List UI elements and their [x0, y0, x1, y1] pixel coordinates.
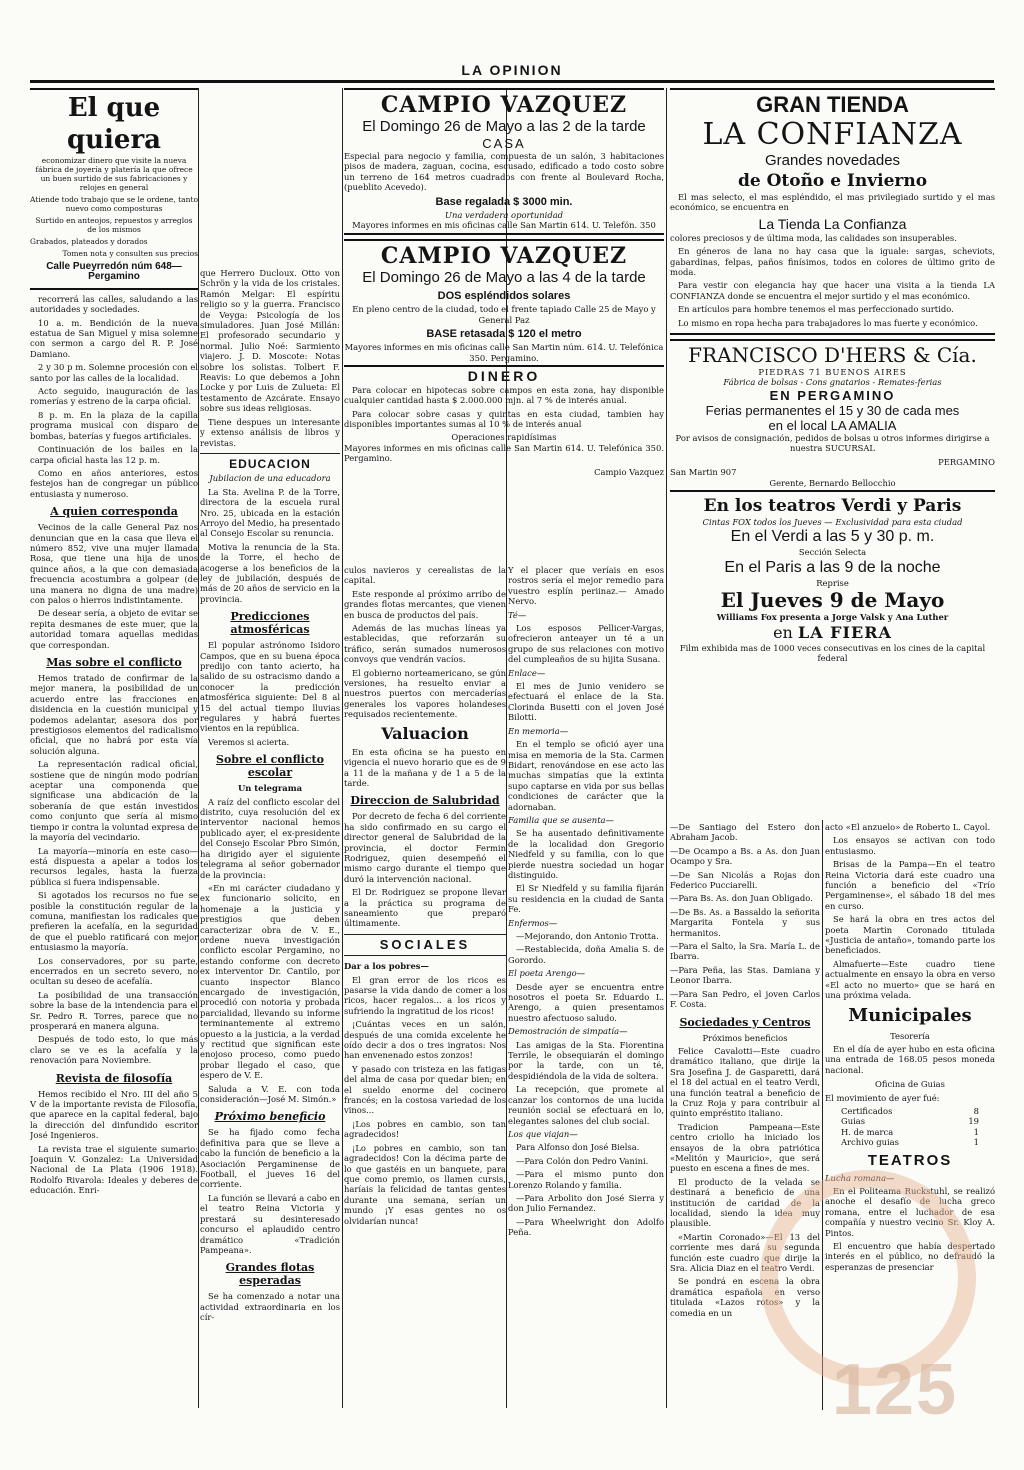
- paragraph: Y pasado con tristeza en las fatigas del alma de casa por quedar bien; en el sueldo enorme del cocinero francés; en la costosa variedad de los vinos...: [344, 1063, 506, 1116]
- column-4: [508, 565, 664, 1408]
- section-label: Los que viajan—: [508, 1128, 578, 1139]
- section-label: En memoria—: [508, 725, 569, 736]
- consignment-ad-manager: Gerente, Bernardo Bellocchio: [769, 477, 896, 488]
- paragraph: —Para Peña, las Stas. Damiana y Leonor Ibarra.: [670, 964, 820, 986]
- subheadline: Un telegrama: [238, 783, 302, 794]
- paragraph: —Para Arbolito don José Sierra y don Julio Fernandez.: [508, 1192, 664, 1214]
- section-label: Lucha romana—: [825, 1172, 895, 1183]
- paragraph: Como en años anteriores, estos festejos han de congregar un público entusiasta y numeroso.: [30, 467, 198, 499]
- paragraph: La revista trae el siguiente sumario: Joaquin V. Gonzalez: La Universidad Nacional de La Plata (1906 1918). Rodolfo Rivarola: Ideales y deberes de educación. Enri-: [30, 1143, 198, 1196]
- guias-row: [825, 1137, 995, 1147]
- store-ad-subtitle: Grandes novedades: [764, 152, 901, 169]
- auction-ad-price: Base regalada $ 3000 min.: [435, 195, 573, 208]
- paragraph: La recepción, que promete al canzar los contornos de una lucida reunión social se efectuará en lo, elegantes salones del club social.: [508, 1084, 664, 1126]
- column-3: [344, 565, 506, 1408]
- paragraph: Por decreto de fecha 6 del corriente ha sido confirmado en su cargo el director general de Salubridad de la provincia, el doctor Fermin Rodriguez, quien desempeñó el mismo cargo durante el tiempo que duró la intervención nacional.: [344, 811, 506, 884]
- store-ad-name: LA CONFIANZA: [702, 117, 963, 152]
- consignment-ad-ferias: Ferias permanentes el 15 y 30 de cada mes: [705, 402, 960, 418]
- paragraph: La Sta. Avelina P. de la Torre, directora de la escuela rural Nro. 25, ubicada en la estación Arroyo del Medio, ha presentado al Consejo Escolar su renuncia.: [200, 486, 340, 539]
- paragraph: —Para Wheelwright don Adolfo Peña.: [508, 1216, 664, 1238]
- paragraph: Se hará la obra en tres actos del poeta Martin Coronado titulada «Justicia de antaño», tomando parte los beneficiados.: [825, 914, 995, 956]
- auction-ad-house: [344, 88, 664, 235]
- money-ad-title: DINERO: [467, 368, 541, 385]
- cinema-ad-subtitle: Cintas FOX todos los Jueves — Exclusividad para esta ciudad: [702, 516, 963, 527]
- auction-ad-title: CAMPIO VAZQUEZ: [380, 92, 628, 118]
- store-ad-body: El mas selecto, el mas espléndido, el mas privilegiado surtido y el mas económico, se encuentra en: [670, 192, 995, 213]
- column-2: [200, 268, 340, 1408]
- paragraph: El gran error de los ricos es pasarse la vida dando de comer a los ricos, hacer regalos... a los ricos y sufriendo la ingratitud de los ricos!: [344, 974, 506, 1016]
- headline: Predicciones atmosféricas: [230, 610, 310, 637]
- paragraph: acto «El anzuelo» de Roberto L. Cayol.: [825, 822, 991, 832]
- auction-ad-title: CAMPIO VAZQUEZ: [380, 242, 628, 269]
- paragraph: La mayoría—minoría en este caso—está dispuesta a apelar a todos los recursos legales, hasta la fuerza pública si fuera indispensable.: [30, 845, 198, 887]
- auction-ad-date: El Domingo 26 de Mayo a las 4 de la tarde: [362, 268, 646, 286]
- headline: Grandes flotas esperadas: [225, 1261, 315, 1288]
- paragraph: El mes de Junio venidero se efectuará el enlace de la Sta. Clorinda Busetti con el joven José Bilotti.: [508, 681, 664, 723]
- auction-ad-kind: DOS espléndidos solares: [437, 289, 571, 302]
- cinema-ad: [670, 496, 995, 663]
- consignment-ad-body: Por avisos de consignación, pedidos de bolsas u otros informes dirigirse a nuestra SUCURSAL: [675, 432, 990, 454]
- paragraph: Vecinos de la calle General Paz nos denuncian que en la casa que lleva el número 852, vive una mujer llamada Rosa, que tiene una hija de unos quince años, a la que con demasiada frecuencia acostumbra a golpear (de una manera no digna de una madre) con palos o hierros indistintamente.: [30, 522, 198, 605]
- section-label: Familia que se ausenta—: [508, 814, 614, 825]
- auction-ad-footer: Mayores informes en mis oficinas calle San Martin 614. U. Telefón. 350: [352, 220, 656, 231]
- guias-row: [825, 1127, 995, 1137]
- real-estate-ads: [344, 88, 664, 558]
- consignment-ad-services: Fábrica de bolsas - Cons gnatarios - Remates-ferias: [723, 377, 942, 388]
- auction-ad-price: BASE retasada $ 120 el metro: [426, 328, 582, 341]
- paragraph: El producto de la velada se destinará a beneficio de una institución de caridad de la localidad, siendo la idea muy plausible.: [670, 1176, 820, 1229]
- paragraph: 10 a. m. Bendición de la nueva estatua de San Miguel y misa solemne con sermon a cargo del R. P. José Damiano.: [30, 317, 198, 359]
- paragraph: Y el placer que veríais en esos rostros sería el mejor remedio para vuestro esplín periinaz.— Amado Nervo.: [508, 565, 664, 607]
- separator: [344, 955, 506, 956]
- subheadline: Jubilacion de una educadora: [209, 473, 331, 484]
- paragraph: que Herrero Ducloux. Otto von Schrön y la vida de los cristales. Ramón Melgar: El espíritu religio so y la guerra. Francisco de Veyga: Psicología de los simuladores. Juan José Millán: El profesorado secundario y normal. Julio Noé: Sarmiento viajero. J. D. Moscote: Notas sobre los solistas. Tolbert F. Reavis: Lo que debemos a John Locke y por Luis de Zulueta: El testamento de Azcárate. Ensayo sobre sus ideas religiosas.: [200, 268, 340, 414]
- money-ad-body: Operaciones rapidísimas: [451, 432, 557, 443]
- paragraph: 2 y 30 p m. Solemne procesión con el santo por las calles de la localidad.: [30, 362, 198, 383]
- separator: [200, 453, 340, 454]
- top-rule: [30, 80, 994, 83]
- cinema-ad-paris: En el Paris a las 9 de la noche: [724, 558, 941, 576]
- auction-ad-kind: CASA: [482, 136, 526, 151]
- cinema-ad-film-prefix: en: [773, 622, 793, 642]
- money-ad: [344, 368, 664, 477]
- subheadline: Tesorería: [890, 1030, 930, 1041]
- money-ad-signature: Campio Vazquez: [594, 466, 664, 477]
- auction-ad-body: En pleno centro de la ciudad, todo el frente tapiado Calle 25 de Mayo y General Paz: [352, 304, 656, 325]
- paragraph: Hemos tratado de confirmar de la mejor manera, la posibilidad de un acuerdo entre las fracciones en disidencia en la cuestión municipal y podemos adelantar, asesora dos por prestigiosos elementos del radicalismo oficial, que no habrá por esta vía solución alguna.: [30, 673, 198, 756]
- paragraph: En el día de ayer hubo en esta oficina una entrada de 168.05 pesos moneda nacional.: [825, 1043, 995, 1075]
- guias-value: 1: [973, 1137, 979, 1148]
- paragraph: Tiene despues un interesante y extenso análisis de libros y revistas.: [200, 416, 340, 448]
- paragraph: —Mejorando, don Antonio Trotta.: [516, 931, 659, 941]
- paragraph: 8 p. m. En la plaza de la capilla programa musical con disparo de bombas, baterías y fuegos artificiales.: [30, 409, 198, 441]
- headline: Mas sobre el conflicto: [46, 656, 182, 669]
- auction-ad-note: Una verdadera oportunidad: [444, 210, 564, 221]
- guias-label: Archivo guias: [841, 1137, 899, 1148]
- paragraph: «En mi carácter ciudadano y ex funcionario solicito, en homenaje a la justicia y prestigios que deben caracterizar obra de V. E., ordene nueva investigación conflicto escolar Pergamino, no estando conforme con decreto ex interventor Dr. Cantilo, por cuanto inspector Blanco encargado de investigación, procedió con notoria y probada parcialidad, llevando su informe terminantemente al extremo opuesto a la justicia, a la verdad y rectitud que significan este enojoso proceso, como puedo probar llegado el caso, que espero de V. E.: [200, 882, 340, 1081]
- guias-row: [825, 1106, 995, 1116]
- paragraph: Se ha comenzado a notar una actividad extraordinaria en los cír-: [200, 1291, 340, 1323]
- paragraph: Felice Cavalotti—Este cuadro dramático italiano, que dirije la Sra Josefina J. de Gasparetti, dará el 18 del actual en el teatro Verdi, una función teatral a beneficio de la Cruz Roja y para contribuir al quinto empréstito italiano.: [670, 1045, 820, 1119]
- consignment-ad-address: PIEDRAS 71 BUENOS AIRES: [758, 367, 907, 378]
- subheadline: Dar a los pobres—: [344, 961, 429, 972]
- section-label: Té—: [508, 609, 527, 620]
- paragraph: Si agotados los recursos no fue se posible la constitución regular de la comuna, manifiestan los radicales que prefieren la acefalía, en la seguridad de que el pueblo ratificará con mejor entusiasmo la mayoría.: [30, 890, 198, 953]
- section-label: Demostración de simpatía—: [508, 1026, 628, 1037]
- headline: Próximo beneficio: [214, 1110, 326, 1124]
- headline: Revista de filosofía: [55, 1071, 173, 1085]
- paragraph: «Martin Coronado»—El 13 del corriente mes dará su segunda función este cuadro que dirije la Sra. Alicia Diaz en el teatro Verdi.: [670, 1231, 820, 1274]
- paragraph: La función se llevará a cabo en el teatro Reina Victoria y prestará su desinteresado concurso el aplaudido centro dramático «Tradición Pampeana».: [200, 1192, 340, 1255]
- jewelry-ad-address: Calle Pueyrredón núm 648—Pergamino: [46, 261, 182, 283]
- paragraph: —Para el Salto, la Sra. María L. de Ibarra.: [670, 941, 820, 962]
- store-ad: [670, 88, 995, 335]
- jewelry-ad-line: Tomen nota y consulten sus precios: [62, 249, 198, 258]
- consignment-ad-street: San Martin 907: [670, 467, 737, 478]
- paragraph: La posibilidad de una transacción sobre la base de la intendencia para el Sr. Pedro R. Torres, parece que no prosperará en manera alguna.: [30, 989, 198, 1031]
- headline: Valuacion: [381, 723, 469, 743]
- jewelry-ad-line: Atiende todo trabajo que se le ordene, tanto nuevo como composturas: [30, 195, 198, 213]
- guias-label: Certificados: [841, 1105, 893, 1116]
- column-rule: [342, 88, 343, 1408]
- column-1: [30, 88, 198, 1408]
- paragraph: El encuentro que había despertado interés en el público, no defraudó la esperanzas de presenciar: [825, 1241, 995, 1272]
- paragraph: En el Politeama Ruckstuhl, se realizó anoche el desafío de lucha greco romana, entre el luchador de esa compañía y nuestro vecino Sr. Kloy A. Pintos.: [825, 1185, 995, 1238]
- paragraph: Hemos recibido el Nro. III del año 5 V de la importante revista de Filosofía, que aparece en la capital federal, bajo la dirección del dinfundido escritor José Ingenieros.: [30, 1088, 198, 1141]
- section-label: Enlace—: [508, 667, 546, 678]
- jewelry-ad-line: Grabados, plateados y dorados: [30, 237, 148, 246]
- masthead: LA OPINION: [461, 62, 563, 78]
- paragraph: ¡Los pobres en cambio, son tan agradecidos!: [344, 1118, 506, 1140]
- paragraph: Los esposos Pellicer-Vargas, ofrecieron anteayer un té a un grupo de sus relaciones con motivo del cumpleaños de su hijita Susana.: [508, 623, 664, 665]
- paragraph: Saluda a V. E. con toda consideración—José M. Simón.»: [200, 1083, 340, 1105]
- auction-ad-date: El Domingo 26 de Mayo a las 2 de la tarde: [362, 118, 646, 135]
- paragraph: —De Bs. As. a Bassaldo la señorita Margarita Fontela y sus hermanitos.: [670, 906, 820, 938]
- consignment-ad-title: FRANCISCO D'HERS & Cía.: [688, 343, 977, 368]
- paragraph: —De Santiago del Estero don Abraham Jacob.: [670, 822, 820, 843]
- jewelry-ad-title: El que quiera: [66, 93, 162, 155]
- guias-value: 8: [973, 1105, 979, 1116]
- auction-ad-footer: Mayores informes en mis oficinas calle San Martin núm. 614. U. Telefónica 350. Pergamino.: [344, 342, 664, 363]
- paragraph: Se ha fijado como fecha definitiva para que se lleve a cabo la función de beneficio a la Asociación Pergaminense de Football, el jueves 16 del corriente.: [200, 1127, 340, 1190]
- headline: Direccion de Salubridad: [350, 794, 500, 808]
- paragraph: De desear sería, a objeto de evitar se repita desmanes de este muer, que la autoridad tomara aquellas medidas que correspondan.: [30, 608, 198, 650]
- paragraph: Veremos si acierta.: [208, 736, 290, 747]
- cinema-ad-film-note: Film exhibida mas de 1000 veces consecutivas en los cines de la capital federal: [679, 642, 986, 663]
- paragraph: A raíz del conflicto escolar del distrito, cuya resolución del ex interventor nacional hemos publicado ayer, el ex-presidente del Consejo Escolar Pbro Simón, ha dirigido ayer el siguiente telegrama al señor gobernador de la provincia:: [200, 796, 340, 880]
- headline: Municipales: [848, 1004, 972, 1026]
- headline: TEATROS: [867, 1151, 953, 1169]
- paragraph: Para Alfonso don José Bielsa.: [516, 1142, 640, 1153]
- cinema-ad-film-line: [670, 623, 995, 643]
- paragraph: El popular astrónomo Isidoro Campos, que en su buena época predijo con tanto acierto, ha salido de su ostracismo dando a conocer la predicción atmosférica siguiente: Del 8 al 15 del actual tiempo lluvias regulares y habrá fuertes vientos en la república.: [200, 640, 340, 734]
- subheadline: Próximos beneficios: [702, 1032, 788, 1043]
- guias-table: [825, 1106, 995, 1148]
- store-ad-body: colores preciosos y de última moda, las calidades son insuperables.: [670, 232, 957, 243]
- guias-intro: El movimiento de ayer fué:: [825, 1092, 940, 1103]
- store-ad-title: GRAN TIENDA: [756, 92, 909, 117]
- column-rule: [198, 88, 199, 1408]
- paragraph: El gobierno norteamericano, se gún versiones, ha resuelto enviar a nuestros puertos con mercaderías generales los vapores holandeses requisados recientemente.: [344, 667, 506, 720]
- consignment-ad-place: EN PERGAMINO: [769, 387, 896, 403]
- paragraph: Además de las muchas líneas ya establecidas, que reforzarán su tráfico, serán sumados numerosos convoys que vendrán vacíos.: [344, 623, 506, 665]
- paragraph: —Para Colón don Pedro Vanini.: [516, 1155, 649, 1166]
- subheadline: Oficina de Guias: [875, 1079, 945, 1090]
- guias-label: Guias: [841, 1116, 866, 1127]
- store-ad-body: Para vestir con elegancia hay que hacer una visita a la tienda LA CONFIANZA donde se encuentra el mejor surtido y el mas económico.: [670, 280, 995, 301]
- paragraph: El Dr. Rodriguez se propone llevar a la práctica su programa de saneamiento que preparó últimamente.: [344, 887, 506, 929]
- store-ad-store-name: La Tienda La Confianza: [758, 215, 907, 232]
- headline: A quien corresponda: [50, 505, 178, 519]
- guias-label: H. de marca: [841, 1126, 894, 1137]
- paragraph: Este responde al próximo arribo de grandes flotas mercantes, que vienen en busca de productos del país.: [344, 588, 506, 620]
- cinema-ad-presenter: Williams Fox presenta a Jorge Valsk y Ana Luther: [716, 612, 949, 623]
- paragraph: Motiva la renuncia de la Sta. de la Torre, el hecho de acogerse a los beneficios de la ley de jubilación, después de más de 20 años de servicio en la provincia.: [200, 541, 340, 604]
- paragraph: Los conservadores, por su parte, encerrados en un secreto severo, no ocultan su deseo de acefalía.: [30, 955, 198, 987]
- guias-row: [825, 1116, 995, 1126]
- paragraph: La representación radical oficial, sostiene que de ningún modo podrían aceptar una componenda que significase una abdicación de la soberanía de que están investidos como conjunto que sería al mismo tiempo ir contra la voluntad expresa de la mayoría del vecindario.: [30, 759, 198, 843]
- paragraph: —Para el mismo punto don Lorenzo Rolando y familia.: [508, 1169, 664, 1190]
- paragraph: —De San Nicolás a Rojas don Federico Pucciarelli.: [670, 869, 820, 891]
- paragraph: Tradicion Pampeana—Este centro criollo ha iniciado los ensayos de la obra patriótica «Melitón y Mauricio», que será puesto en escena a fines de mes.: [670, 1121, 820, 1174]
- right-ads: [670, 88, 995, 818]
- cinema-ad-verdi: En el Verdi a las 5 y 30 p. m.: [730, 528, 935, 546]
- paragraph: —Restablecida, doña Amalia S. de Gorordo.: [508, 944, 664, 965]
- cinema-ad-paris-sub: Reprise: [816, 577, 849, 588]
- store-ad-body: En artículos para hombre tenemos el mas perfeccionado surtido.: [678, 304, 954, 315]
- paragraph: ¡Lo pobres en cambio, son tan agradecidos! Con la décima parte de lo que gastéis en un banquete, para que como premio, os llamen cursis, haríais la felicidad de tantas gentes durante una semana, serían un mundo ¡Y esas gentes no os olvidarían nunca!: [344, 1142, 506, 1226]
- column-rule: [666, 88, 667, 1408]
- paragraph: Se ha ausentado definitivamente de la localidad don Gregorio Niedfeld y su familia, con lo que pierde nuestra sociedad un hogar distinguido.: [508, 828, 664, 880]
- section-label: El poeta Arengo—: [508, 968, 586, 979]
- jewelry-ad-line: Surtido en anteojos, repuestos y arreglos de los mismos: [35, 216, 193, 234]
- money-ad-body: Para colocar en hipotecas sobre campos en esta zona, hay disponible cualquier cantidad hasta $ 2.000.000 mjn. al 7 % de interés anual.: [344, 384, 664, 406]
- cinema-ad-day: El Jueves 9 de Mayo: [720, 588, 945, 613]
- auction-ad-lots: [344, 239, 664, 367]
- money-ad-body: Para colocar sobre casas y quintas en esta ciudad, tambien hay disponibles importantes sumas al 10 % de interés anual: [344, 408, 664, 429]
- section-label: Enfermos—: [508, 917, 558, 928]
- paragraph: Brisas de la Pampa—En el teatro Reina Victoria dará este cuadro una función a beneficio del «Trío Pergaminense», el sábado 18 del mes en curso.: [825, 859, 995, 911]
- consignment-ad-local: en el local LA AMALIA: [768, 417, 897, 433]
- auction-ad-body: Especial para negocio y familia, compuesta de un salón, 3 habitaciones pisos de madera, zaguan, cocina, escusado, edificado a todo costo sobre un terreno de 164 metros cuadrados con frente al Boulevard Rocha, (pueblito Acevedo).: [344, 151, 664, 193]
- paragraph: En esta oficina se ha puesto en vigencia el nuevo horario que es de 9 a 11 de la mañana y de 1 a 5 de la tarde.: [344, 746, 506, 788]
- paragraph: —Para San Pedro, el joven Carlos F. Costa.: [670, 988, 820, 1010]
- guias-value: 19: [968, 1116, 979, 1127]
- paragraph: Almafuerte—Este cuadro tiene actualmente en ensayo la obra en verso «El acto no muerto» que se hará en una próxima velada.: [825, 958, 995, 1001]
- store-ad-body: En géneros de lana no hay casa que la iguale: sargas, scheviots, gabardinas, felpas, paños finísimos, todos en colores de último grito de moda.: [670, 246, 995, 278]
- money-ad-footer: Mayores informes en mis oficinas calle San Martin 614. U. Telefónica 350. Pergamino.: [344, 442, 664, 464]
- store-ad-season: de Otoño e Invierno: [737, 171, 928, 191]
- headline: Sociedades y Centros: [679, 1015, 811, 1029]
- paragraph: Las amigas de la Sta. Fiorentina Terrile, le obsequiarán el domingo por la tarde, con un té, despidiéndola de la vida de soltera.: [508, 1039, 664, 1081]
- cinema-ad-title: En los teatros Verdi y Paris: [703, 495, 962, 516]
- paragraph: Acto seguido, inauguración de las romerías y estreno de la carpa oficial.: [30, 386, 198, 407]
- paragraph: ¡Cuántas veces en un salón, después de una comida excelente he oído decir a dos o tres ingratos: Nos han envenenado estos zonzos!: [344, 1019, 506, 1061]
- paragraph: —De Ocampo a Bs. a As. don Juan Ocampo y Sra.: [670, 845, 820, 867]
- store-ad-body: Lo mismo en ropa hecha para trabajadores lo mas fuerte y económico.: [678, 317, 978, 328]
- jewelry-ad-line: economizar dinero que visite la nueva fábrica de joyería y platería la que ofrece un buen surtido de sus fabricaciones y relojes en general: [35, 156, 193, 192]
- paragraph: Continuación de los bailes en la carpa oficial hasta las 12 p. m.: [30, 444, 198, 465]
- paragraph: El Sr Niedfeld y su familia fijarán su residencia en la ciudad de Santa Fe.: [508, 883, 664, 915]
- guias-value: 1: [973, 1126, 979, 1137]
- paragraph: Los ensayos se activan con todo entusiasmo.: [825, 835, 995, 856]
- paragraph: Se pondrá en escena la obra dramática española en verso titulada «Lazos rotos» y la comedia en un: [670, 1276, 820, 1318]
- separator: [344, 934, 506, 935]
- headline: SOCIALES: [379, 936, 471, 952]
- paragraph: En el templo se ofició ayer una misa en memoria de la Sta. Carmen Bidart, renovándose en ese acto las muchas simpatías que la extinta supo captarse en vida por sus bellas condiciones de carácter que la adornaban.: [508, 739, 664, 812]
- paragraph: culos navieros y cerealistas de la capital.: [344, 565, 506, 586]
- archive-stamp-number: 125: [831, 1350, 959, 1430]
- cinema-ad-film-title: LA FIERA: [797, 622, 892, 642]
- headline: EDUCACION: [229, 456, 311, 471]
- consignment-ad: [670, 339, 995, 492]
- jewelry-ad: [30, 88, 198, 290]
- paragraph: recorrerá las calles, saludando a las autoridades y sociedades.: [30, 293, 198, 315]
- paragraph: —Para Bs. As. don Juan Obligado.: [670, 893, 813, 904]
- cinema-ad-verdi-sub: Sección Selecta: [798, 547, 867, 558]
- paragraph: Desde ayer se encuentra entre nosotros el poeta Sr. Eduardo L. Arengo, a quien presentamos nuestro afectuoso saludo.: [508, 981, 664, 1023]
- headline: Sobre el conflicto escolar: [216, 753, 324, 780]
- consignment-ad-city: PERGAMINO: [938, 456, 995, 467]
- paragraph: Después de todo esto, lo que más claro se ve es la acefalía y la renovación para Noviembre.: [30, 1034, 198, 1066]
